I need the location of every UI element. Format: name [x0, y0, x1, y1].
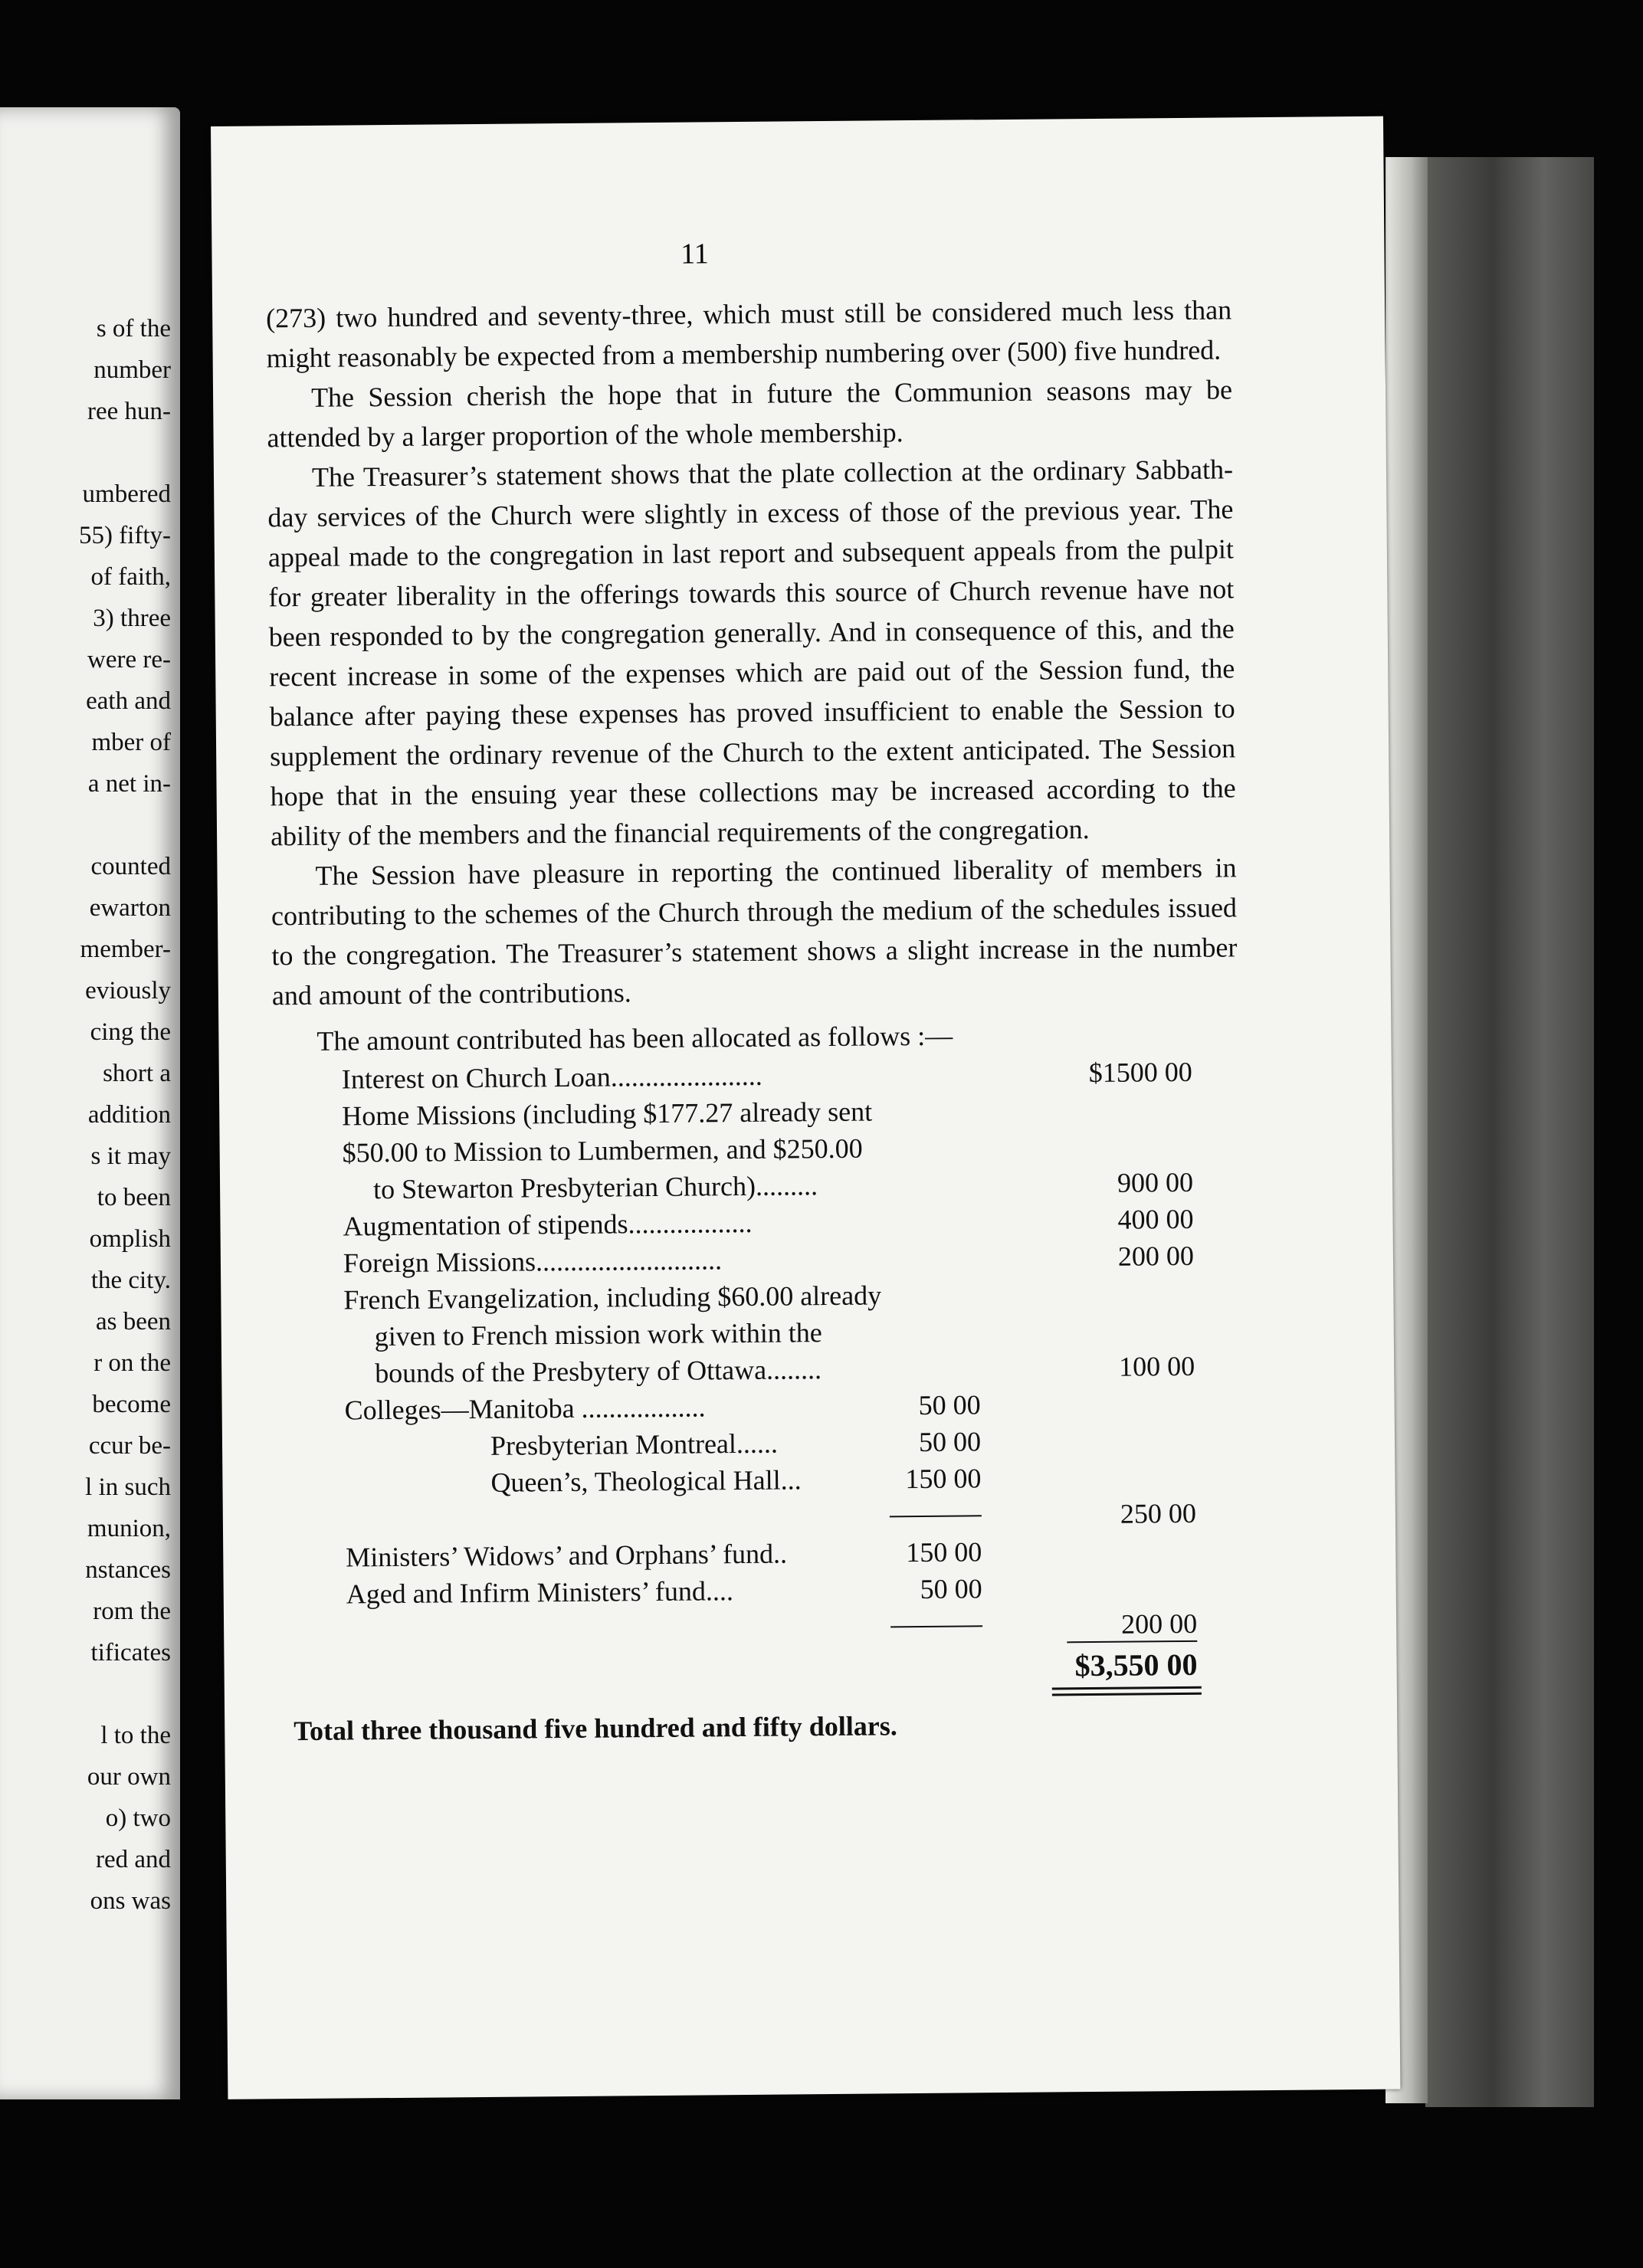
facing-page-text — [79, 308, 171, 1922]
facing-page-line: rom the — [93, 1598, 171, 1625]
double-rule — [1052, 1693, 1202, 1696]
facing-page-line: the city. — [90, 1267, 171, 1294]
facing-page-line: o) two — [105, 1804, 171, 1832]
facing-page-left — [0, 107, 180, 2099]
allocation-amount: 100 00 — [1118, 1350, 1195, 1382]
allocation-label: given to French mission work within the — [374, 1317, 822, 1352]
total-amount: $3,550 00 — [1074, 1647, 1198, 1683]
facing-page-line: red and — [95, 1846, 171, 1873]
facing-page-line: tificates — [90, 1639, 171, 1667]
allocation-amount: 900 00 — [1117, 1166, 1194, 1198]
allocation-amount: 400 00 — [1117, 1203, 1194, 1235]
total-text: Total three thousand five hundred and fifty dollars. — [294, 1710, 897, 1747]
facing-page-line — [79, 805, 171, 846]
allocation-label: Home Missions (including $177.27 already sent — [342, 1096, 873, 1132]
facing-page-line: eath and — [86, 687, 171, 715]
allocation-label: bounds of the Presbytery of Ottawa........ — [375, 1354, 822, 1389]
paragraph: The Session cherish the hope that in future the Communion seasons may be attended by a larger proportion of the whole membership. — [267, 374, 1233, 454]
facing-page-line: s it may — [90, 1142, 171, 1170]
facing-page-line: to been — [97, 1184, 171, 1211]
facing-page-line: number — [93, 356, 171, 384]
facing-page-line: counted — [90, 853, 171, 880]
allocation-subamount: 50 00 — [920, 1573, 982, 1604]
facing-page-line: short a — [103, 1060, 171, 1087]
allocation-amount: 250 00 — [1120, 1497, 1197, 1529]
facing-page-line — [79, 1673, 171, 1715]
allocation-subamount: 150 00 — [906, 1536, 982, 1568]
allocation-label: Foreign Missions........................... — [343, 1244, 723, 1279]
facing-page-line: umbered — [82, 480, 171, 508]
facing-page-line: nstances — [85, 1556, 171, 1584]
facing-page-line: cing the — [90, 1018, 171, 1046]
facing-page-line: become — [92, 1391, 171, 1418]
facing-page-line: ccur be- — [88, 1432, 171, 1460]
subtotal-rule — [890, 1515, 982, 1517]
facing-page-line: s of the — [96, 315, 171, 342]
allocation-label: Ministers’ Widows’ and Orphans’ fund.. — [346, 1538, 788, 1573]
book-edge — [1425, 157, 1594, 2107]
facing-page-line: a net in- — [87, 770, 171, 798]
double-rule — [1052, 1686, 1202, 1690]
allocation-intro: The amount contributed has been allocated as follows :— — [316, 1020, 953, 1057]
allocation-label: $50.00 to Mission to Lumbermen, and $250.00 — [342, 1132, 863, 1168]
facing-page-line: 55) fifty- — [78, 522, 171, 549]
page-content — [266, 290, 1244, 1751]
facing-page-line: munion, — [87, 1515, 171, 1542]
facing-page-line: mber of — [91, 729, 171, 756]
document-page — [211, 116, 1400, 2099]
allocation-amount: 200 00 — [1120, 1608, 1198, 1640]
allocation-rows — [273, 1053, 1244, 1650]
facing-page-line: addition — [87, 1101, 171, 1129]
allocation-label: Presbyterian Montreal...... — [490, 1427, 779, 1461]
allocation-label: Colleges—Manitoba .................. — [344, 1391, 706, 1426]
facing-page-line: omplish — [89, 1225, 171, 1253]
allocation-subamount: 50 00 — [918, 1389, 981, 1421]
allocation-label: Interest on Church Loan...................... — [341, 1060, 762, 1095]
allocation-label: French Evangelization, including $60.00 already — [343, 1280, 882, 1316]
allocation-label: Augmentation of stipends.................. — [343, 1207, 753, 1242]
allocation-amount: $1500 00 — [1088, 1056, 1192, 1089]
allocation-subamount: 50 00 — [918, 1426, 982, 1458]
facing-page-line: l to the — [100, 1722, 171, 1749]
facing-page-line: 3) three — [93, 605, 171, 632]
facing-page-line: ons was — [90, 1887, 171, 1915]
facing-page-line — [79, 432, 171, 474]
facing-page-line: our own — [87, 1763, 171, 1791]
allocation-subamount: 150 00 — [905, 1463, 982, 1495]
facing-page-line: l in such — [85, 1473, 171, 1501]
subtotal-rule — [890, 1625, 982, 1627]
total-row — [277, 1641, 1244, 1711]
allocation-amount: 200 00 — [1117, 1240, 1195, 1272]
facing-page-line: were re- — [87, 646, 171, 674]
allocation-label: Aged and Infirm Ministers’ fund.... — [346, 1575, 734, 1610]
allocation-table — [272, 1013, 1244, 1751]
facing-page-line: member- — [80, 936, 171, 963]
paragraph: The Session have pleasure in reporting the continued liberality of members in contributing to the schemes of the Church through the medium of the schedules issued to the congregation. The Treasurer’s statement shows a slight increase in the number and amount of the contributions. — [271, 852, 1238, 1011]
facing-page-line: as been — [95, 1308, 171, 1336]
facing-page-line: of faith, — [90, 563, 171, 591]
paragraph: (273) two hundred and seventy-three, which must still be considered much less than might reasonably be expected from a membership numbering over (500) five hundred. — [266, 294, 1232, 374]
allocation-label: Queen’s, Theological Hall... — [490, 1464, 802, 1498]
page-number: 11 — [680, 238, 709, 270]
facing-page-line: eviously — [85, 977, 171, 1005]
facing-page-line: r on the — [93, 1349, 171, 1377]
paragraph: The Treasurer’s statement shows that the plate collection at the ordinary Sabbath-day services of the Church were slightly in excess of those of the previous year. The appeal made to the congregation in last report and subsequent appeals from the pulpit for greater liberality in the offerings towards this source of Church revenue have not been responded to by the congregation generally. And in consequence of this, and the recent increase in some of the expenses which are paid out of the Session fund, the balance after paying these expenses has proved insufficient to enable the Session to supplement the ordinary revenue of the Church to the extent anticipated. The Session hope that in the ensuing year these collections may be increased according to the ability of the members and the financial requirements of the congregation. — [267, 454, 1236, 852]
body-text — [266, 290, 1238, 1015]
allocation-label: to Stewarton Presbyterian Church)......... — [372, 1170, 818, 1205]
facing-page-line: ewarton — [89, 894, 171, 922]
facing-page-line: ree hun- — [87, 398, 171, 425]
